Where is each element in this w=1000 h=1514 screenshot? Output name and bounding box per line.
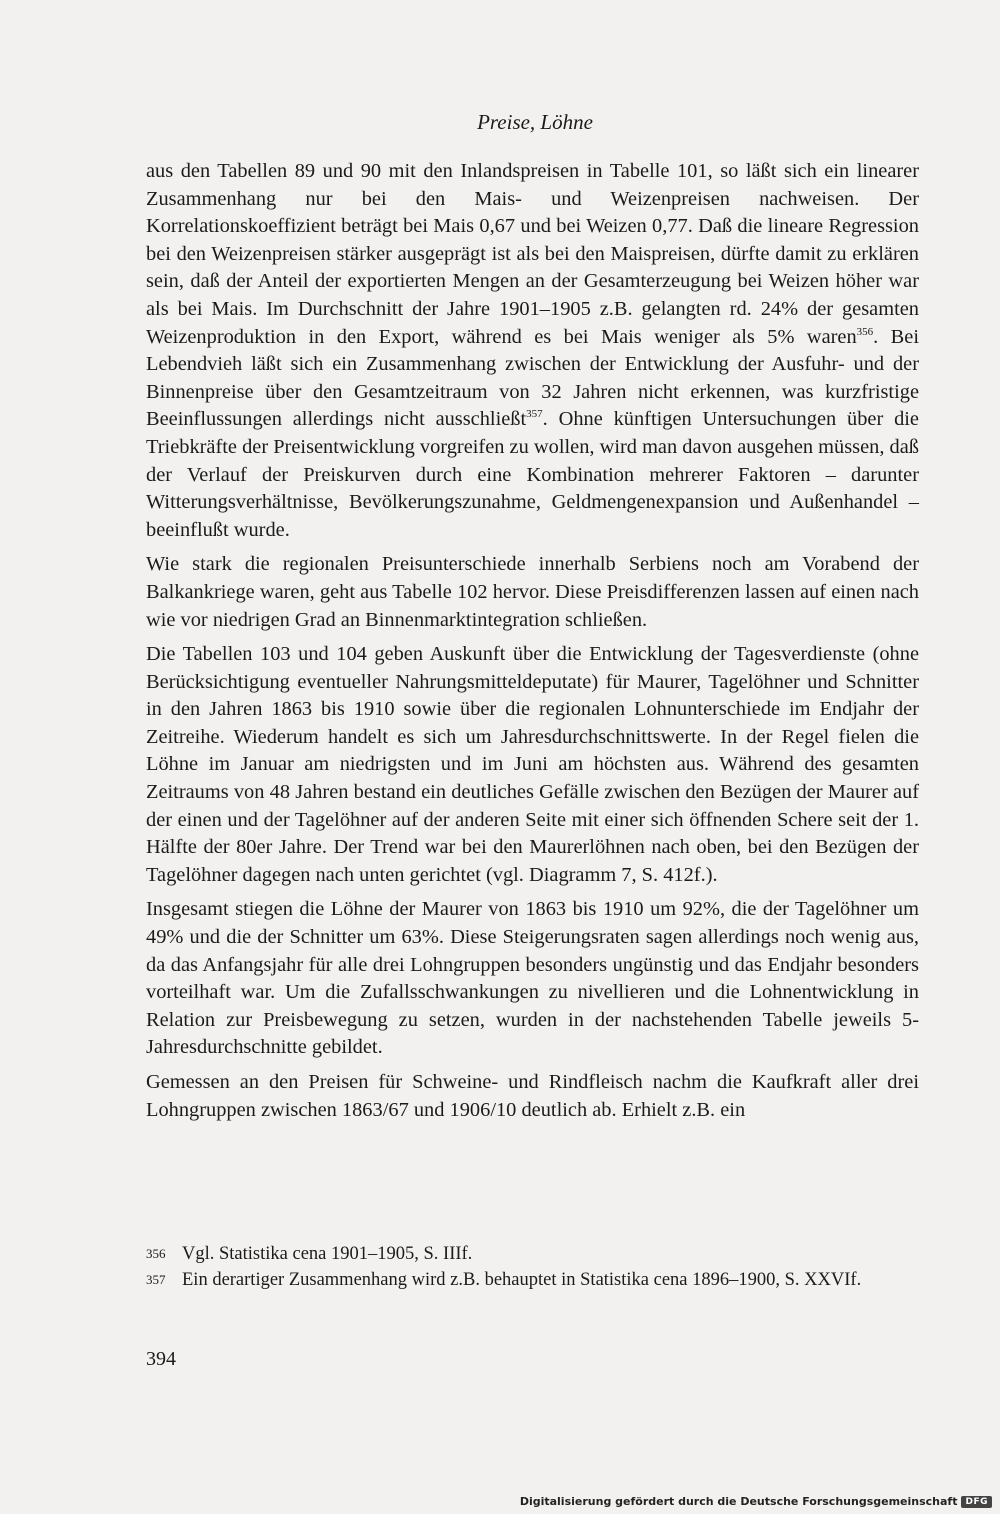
credit-text: Digitalisierung gefördert durch die Deutsche Forschungsgemeinschaft: [519, 1495, 958, 1508]
footnote-reference: 356: [856, 325, 874, 338]
paragraph-text: . Bei Lebendvieh läßt sich ein Zusammenhang zwischen der Entwicklung der Ausfuhr- und der Binnenpreise über den Gesamtzeitraum von 32 Jahren nicht erkennen, was kurzfristige Beeinflussungen allerdings nicht ausschließt: [146, 325, 919, 431]
footnote: [146, 1267, 919, 1293]
footnote-reference: 357: [526, 408, 543, 421]
footnote-text: Vgl. Statistika cena 1901–1905, S. IIIf.: [182, 1244, 473, 1264]
paragraph-text: Gemessen an den Preisen für Schweine- und Rindfleisch nachm die Kaufkraft aller drei Lohngruppen zwischen 1863/67 und 1906/10 deutlich ab. Erhielt z.B. ein: [146, 1071, 919, 1121]
footnotes: [146, 1241, 919, 1293]
running-head: Preise, Löhne: [477, 110, 593, 134]
paragraph: [146, 551, 919, 634]
paragraph-text: Wie stark die regionalen Preisunterschiede innerhalb Serbiens noch am Vorabend der Balkankriege waren, geht aus Tabelle 102 hervor. Diese Preisdifferenzen lassen auf einen nach wie vor niedrigen Grad an Binnenmarktintegration schließen.: [146, 553, 919, 631]
dfg-logo: DFG: [961, 1496, 992, 1508]
footnote-number: 357: [146, 1272, 166, 1287]
paragraph-text: aus den Tabellen 89 und 90 mit den Inlandspreisen in Tabelle 101, so läßt sich ein linearer Zusammenhang nur bei den Mais- und Weizenpreisen nachweisen. Der Korrelationskoeffizient beträgt bei Mais 0,67 und bei Weizen 0,77. Daß die lineare Regression bei den Weizenpreisen stärker ausgeprägt ist als bei den Maispreisen, dürfte damit zu erklären sein, daß der Anteil der exportierten Mengen an der Gesamterzeugung bei Weizen höher war als bei Mais. Im Durchschnitt der Jahre 1901–1905 z.B. gelangten rd. 24% der gesamten Weizenproduktion in den Export, während es bei Mais weniger als 5% waren: [146, 160, 919, 348]
footnote-number: 356: [146, 1246, 166, 1261]
paragraph-text: Insgesamt stiegen die Löhne der Maurer von 1863 bis 1910 um 92%, die der Tagelöhner um 49% und die der Schnitter um 63%. Diese Steigerungsraten sagen allerdings noch wenig aus, da das Anfangsjahr für alle drei Lohngruppen besonders ungünstig und das Endjahr besonders vorteilhaft war. Um die Zufallsschwankungen zu nivellieren und die Lohnentwicklung in Relation zur Preisbewegung zu setzen, wurden in der nachstehenden Tabelle jeweils 5-Jahresdurchschnitte gebildet.: [146, 898, 919, 1059]
page-number: 394: [146, 1348, 176, 1370]
paragraph: [146, 1069, 919, 1124]
paragraph-text: . Ohne künftigen Untersuchungen über die Triebkräfte der Preisentwicklung vorgreifen zu wollen, wird man davon ausgehen müssen, daß der Verlauf der Preiskurven durch eine Kombination mehrerer Faktoren – darunter Witterungsverhältnisse, Bevölkerungszunahme, Geldmengenexpansion und Außenhandel – beeinflußt wurde.: [146, 408, 919, 541]
paragraph-text: Die Tabellen 103 und 104 geben Auskunft über die Entwicklung der Tagesverdienste (ohne Berücksichtigung eventueller Nahrungsmitteldeputate) für Maurer, Tagelöhner und Schnitter in den Jahren 1863 bis 1910 sowie über die regionalen Lohnunterschiede im Endjahr der Zeitreihe. Wiederum handelt es sich um Jahresdurchschnittswerte. In der Regel fielen die Löhne im Januar am niedrigsten und im Juni am höchsten aus. Während des gesamten Zeitraums von 48 Jahren bestand ein deutliches Gefälle zwischen den Bezügen der Maurer auf der einen und der Tagelöhner auf der anderen Seite mit einer sich öffnenden Schere seit der 1. Hälfte der 80er Jahre. Der Trend war bei den Maurerlöhnen nach oben, bei den Bezügen der Tagelöhner dagegen nach unten gerichtet (vgl. Diagramm 7, S. 412f.).: [146, 643, 919, 886]
footnote: [146, 1241, 919, 1267]
footnote-text: Ein derartiger Zusammenhang wird z.B. behauptet in Statistika cena 1896–1900, S. XXVIf.: [182, 1270, 862, 1290]
body-text: [146, 158, 919, 1124]
paragraph: [146, 641, 919, 889]
paragraph: [146, 896, 919, 1062]
paragraph: [146, 158, 919, 544]
digitization-credit: [520, 1495, 992, 1508]
